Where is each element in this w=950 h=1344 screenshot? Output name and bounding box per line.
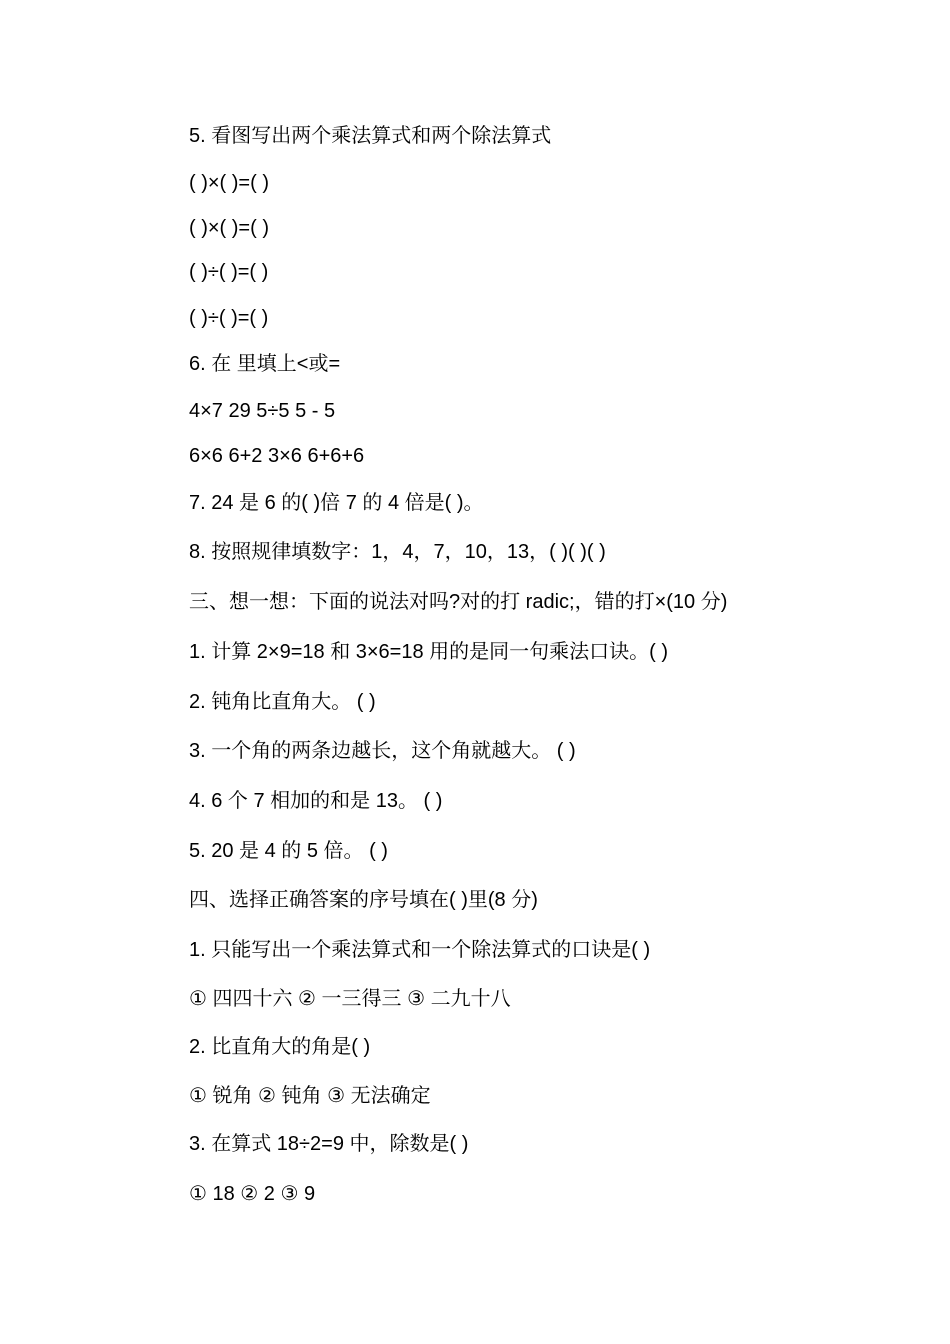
section-4-heading: 四、选择正确答案的序号填在( )里(8 分) [189, 889, 538, 911]
choice-options-1: ① 四四十六 ② 一三得三 ③ 二九十八 [189, 988, 511, 1010]
division-blank-2: ( )÷( )=( ) [189, 307, 269, 329]
judgement-item-2: 2. 钝角比直角大。 ( ) [189, 691, 376, 713]
choice-question-3: 3. 在算式 18÷2=9 中，除数是( ) [189, 1133, 469, 1155]
question-8: 8. 按照规律填数字：1，4，7，10，13，( )( )( ) [189, 541, 606, 563]
division-blank-1: ( )÷( )=( ) [189, 261, 269, 283]
multiplication-blank-1: ( )×( )=( ) [189, 172, 269, 194]
choice-question-1: 1. 只能写出一个乘法算式和一个除法算式的口诀是( ) [189, 939, 651, 961]
comparison-row-1: 4×7 29 5÷5 5 - 5 [189, 400, 336, 422]
question-6-prompt: 6. 在 里填上<或= [189, 353, 341, 375]
judgement-item-3: 3. 一个角的两条边越长，这个角就越大。 ( ) [189, 740, 576, 762]
multiplication-blank-2: ( )×( )=( ) [189, 217, 269, 239]
choice-question-2: 2. 比直角大的角是( ) [189, 1036, 371, 1058]
judgement-item-1: 1. 计算 2×9=18 和 3×6=18 用的是同一句乘法口诀。( ) [189, 641, 669, 663]
question-5-prompt: 5. 看图写出两个乘法算式和两个除法算式 [189, 125, 552, 147]
question-7: 7. 24 是 6 的( )倍 7 的 4 倍是( )。 [189, 492, 484, 514]
choice-options-2: ① 锐角 ② 钝角 ③ 无法确定 [189, 1085, 431, 1107]
choice-options-3: ① 18 ② 2 ③ 9 [189, 1183, 316, 1205]
judgement-item-5: 5. 20 是 4 的 5 倍。 ( ) [189, 840, 388, 862]
section-3-heading: 三、想一想：下面的说法对吗?对的打 radic;，错的打×(10 分) [189, 591, 728, 613]
comparison-row-2: 6×6 6+2 3×6 6+6+6 [189, 445, 365, 467]
judgement-item-4: 4. 6 个 7 相加的和是 13。 ( ) [189, 790, 443, 812]
